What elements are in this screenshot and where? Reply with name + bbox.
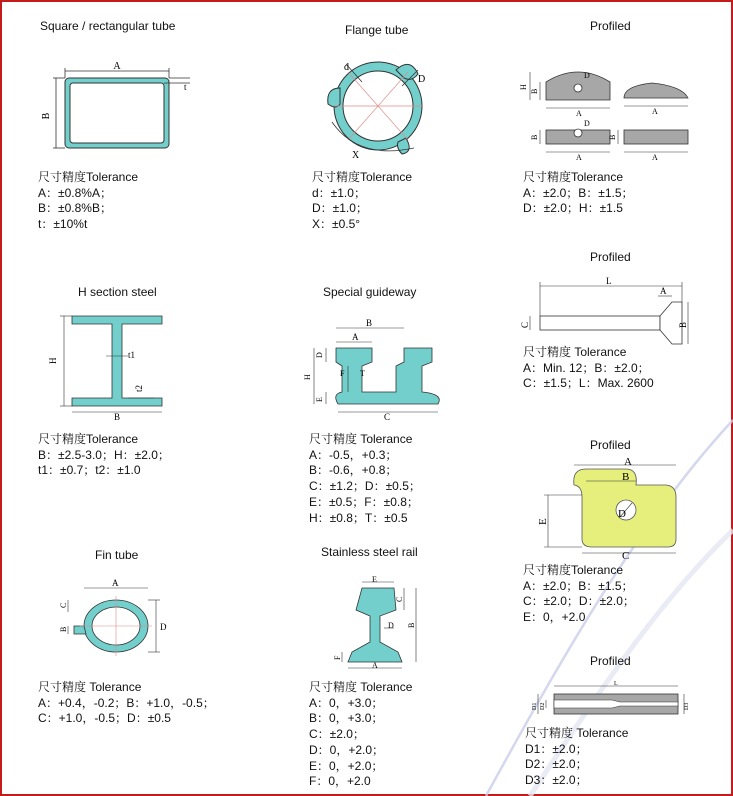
profiled-2-title: Profiled xyxy=(590,250,631,264)
profiled-1-label-d2: D xyxy=(584,119,590,128)
tolerance-line: X：±0.5° xyxy=(312,217,361,232)
flange-label-d: d xyxy=(344,62,349,73)
tolerance-heading: 尺寸精度 Tolerance xyxy=(309,432,413,446)
fin-tube-label-c: C xyxy=(59,602,68,608)
tolerance-line: C：±1.2；D：±0.5； xyxy=(309,479,421,494)
fin-tube-label-a: A xyxy=(112,578,119,588)
tolerance-line: A：±2.0；B：±1.5； xyxy=(523,185,634,200)
flange-tube-title: Flange tube xyxy=(345,23,409,37)
tolerance-heading: 尺寸精度 Tolerance xyxy=(38,680,142,694)
fin-tube-label-d: D xyxy=(160,622,167,632)
tolerance-heading: 尺寸精度 Tolerance xyxy=(523,345,627,359)
profiled-1-title: Profiled xyxy=(590,19,631,33)
rail-label-b: B xyxy=(407,622,416,628)
flange-tube-tolerance xyxy=(312,170,412,233)
profiled-4-label-l: L xyxy=(614,681,618,687)
guideway-label-c: C xyxy=(384,412,391,422)
flange-tube-figure xyxy=(318,52,438,164)
profiled-4-figure xyxy=(530,676,690,724)
tolerance-line: E：0，+2.0 xyxy=(523,610,586,625)
guideway-label-t: T xyxy=(360,369,365,378)
square-tube-figure xyxy=(40,52,200,152)
tolerance-heading: 尺寸精度 Tolerance xyxy=(309,680,413,694)
h-section-tolerance xyxy=(38,432,170,479)
tolerance-line: C：+1.0，-0.5；D：±0.5 xyxy=(38,711,171,726)
tolerance-heading: 尺寸精度Tolerance xyxy=(523,563,624,577)
square-tube-label-b: B xyxy=(41,112,52,120)
flange-label-x: X xyxy=(352,150,360,161)
tolerance-heading: 尺寸精度Tolerance xyxy=(312,170,413,184)
profiled-4-label-d3: D3 xyxy=(684,702,690,710)
tolerance-heading: 尺寸精度Tolerance xyxy=(38,432,139,446)
tolerance-line: C：±2.0； xyxy=(309,727,365,742)
square-tube-label-a: A xyxy=(113,61,121,72)
tolerance-line: C：±1.5；L：Max. 2600 xyxy=(523,376,654,391)
profiled-1-label-h: H xyxy=(519,84,528,90)
flange-label-D: D xyxy=(418,74,426,85)
tolerance-line: A：0，+3.0； xyxy=(309,695,384,710)
guideway-label-h: H xyxy=(303,374,312,380)
tolerance-line: B：0，+3.0； xyxy=(309,711,384,726)
guideway-label-d: D xyxy=(315,352,324,358)
tolerance-line: H：±0.8；T：±0.5 xyxy=(309,510,408,525)
profiled-4-title: Profiled xyxy=(590,654,631,668)
guideway-label-a: A xyxy=(352,332,359,342)
h-section-label-h: H xyxy=(48,357,58,364)
profiled-3-title: Profiled xyxy=(590,438,631,452)
fin-tube-tolerance xyxy=(38,680,215,727)
rail-label-c: C xyxy=(395,596,404,602)
tolerance-line: A：±0.8%A； xyxy=(38,185,112,200)
rail-title: Stainless steel rail xyxy=(321,545,418,559)
h-section-title: H section steel xyxy=(78,285,157,299)
profiled-2-figure xyxy=(522,272,692,344)
square-tube-label-t: t xyxy=(184,82,187,92)
profiled-2-label-c: C xyxy=(520,321,530,328)
profiled-2-label-l: L xyxy=(606,276,612,286)
fin-tube-label-b: B xyxy=(59,626,68,632)
profiled-4-tolerance xyxy=(525,726,628,789)
profiled-2-label-a: A xyxy=(660,286,667,296)
profiled-1-figure xyxy=(518,66,693,164)
rail-label-f: F xyxy=(333,655,342,660)
tolerance-line: F：0，+2.0 xyxy=(309,774,371,789)
tolerance-line: B：-0.6，+0.8； xyxy=(309,463,398,478)
profiled-4-label-d2: D2 xyxy=(540,702,546,710)
profiled-2-label-b: B xyxy=(678,321,688,328)
tolerance-line: E：0，+2.0； xyxy=(309,758,384,773)
rail-label-e: E xyxy=(372,575,377,584)
guideway-figure xyxy=(296,312,446,422)
profiled-2-tolerance xyxy=(523,345,654,392)
profiled-1-label-a3: A xyxy=(576,153,582,162)
tolerance-line: d：±1.0； xyxy=(312,185,366,200)
tolerance-heading: 尺寸精度Tolerance xyxy=(523,170,624,184)
rail-label-d: D xyxy=(388,621,394,630)
profiled-1-label-b2: B xyxy=(530,134,539,140)
tolerance-line: D1：±2.0； xyxy=(525,741,588,756)
tolerance-heading: 尺寸精度Tolerance xyxy=(38,170,139,184)
guideway-title: Special guideway xyxy=(323,285,417,299)
tolerance-line: D2：±2.0； xyxy=(525,757,588,772)
guideway-tolerance xyxy=(309,432,421,526)
tolerance-line: D3：±2.0； xyxy=(525,773,588,788)
h-section-label-b: B xyxy=(114,412,121,422)
tolerance-line: C：±2.0；D：±2.0； xyxy=(523,594,635,609)
profiled-3-label-b: B xyxy=(622,471,630,483)
profiled-1-label-a4: A xyxy=(652,153,658,162)
fin-tube-title: Fin tube xyxy=(95,548,139,562)
square-tube-title: Square / rectangular tube xyxy=(40,19,176,33)
profiled-1-tolerance xyxy=(523,170,634,217)
profiled-3-figure xyxy=(536,455,696,562)
tolerance-line: D：±1.0； xyxy=(312,201,368,216)
profiled-1-label-b: B xyxy=(530,88,539,94)
rail-figure xyxy=(322,572,432,672)
profiled-1-label-a2: A xyxy=(652,107,658,116)
guideway-label-f: F xyxy=(340,369,345,378)
profiled-3-label-a: A xyxy=(624,456,632,468)
profiled-1-label-d: D xyxy=(584,71,590,80)
square-tube-tolerance xyxy=(38,170,138,233)
h-section-label-t1: t1 xyxy=(128,350,136,360)
tolerance-line: A：Min. 12；B：±2.0； xyxy=(523,360,650,375)
tolerance-heading: 尺寸精度 Tolerance xyxy=(525,726,629,740)
profiled-3-label-c: C xyxy=(622,550,630,562)
profiled-3-label-e: E xyxy=(537,518,549,525)
h-section-label-t2: t2 xyxy=(134,384,144,392)
tolerance-line: t1：±0.7；t2：±1.0 xyxy=(38,463,141,478)
guideway-label-b: B xyxy=(366,318,373,328)
tolerance-line: A：-0.5，+0.3； xyxy=(309,447,398,462)
tolerance-line: B：±2.5-3.0；H：±2.0； xyxy=(38,447,170,462)
h-section-figure xyxy=(44,310,174,422)
tolerance-line: D：0，+2.0； xyxy=(309,742,385,757)
guideway-label-e: E xyxy=(315,397,324,402)
profiled-3-tolerance xyxy=(523,563,635,626)
profiled-3-label-d: D xyxy=(618,508,626,520)
profiled-4-label-d1: D1 xyxy=(532,702,538,710)
tolerance-line: t：±10%t xyxy=(38,217,88,232)
profiled-1-label-a: A xyxy=(576,109,582,118)
tolerance-line: E：±0.5；F：±0.8； xyxy=(309,494,419,509)
rail-label-a: A xyxy=(372,661,378,670)
tolerance-line: A：±2.0；B：±1.5； xyxy=(523,578,634,593)
fin-tube-figure xyxy=(60,576,172,666)
tolerance-line: B：±0.8%B； xyxy=(38,201,112,216)
tolerance-line: A：+0.4，-0.2；B：+1.0，-0.5； xyxy=(38,695,215,710)
tolerance-line: D：±2.0；H：±1.5 xyxy=(523,201,623,216)
profiled-1-label-b3: B xyxy=(608,134,617,140)
rail-tolerance xyxy=(309,680,412,790)
